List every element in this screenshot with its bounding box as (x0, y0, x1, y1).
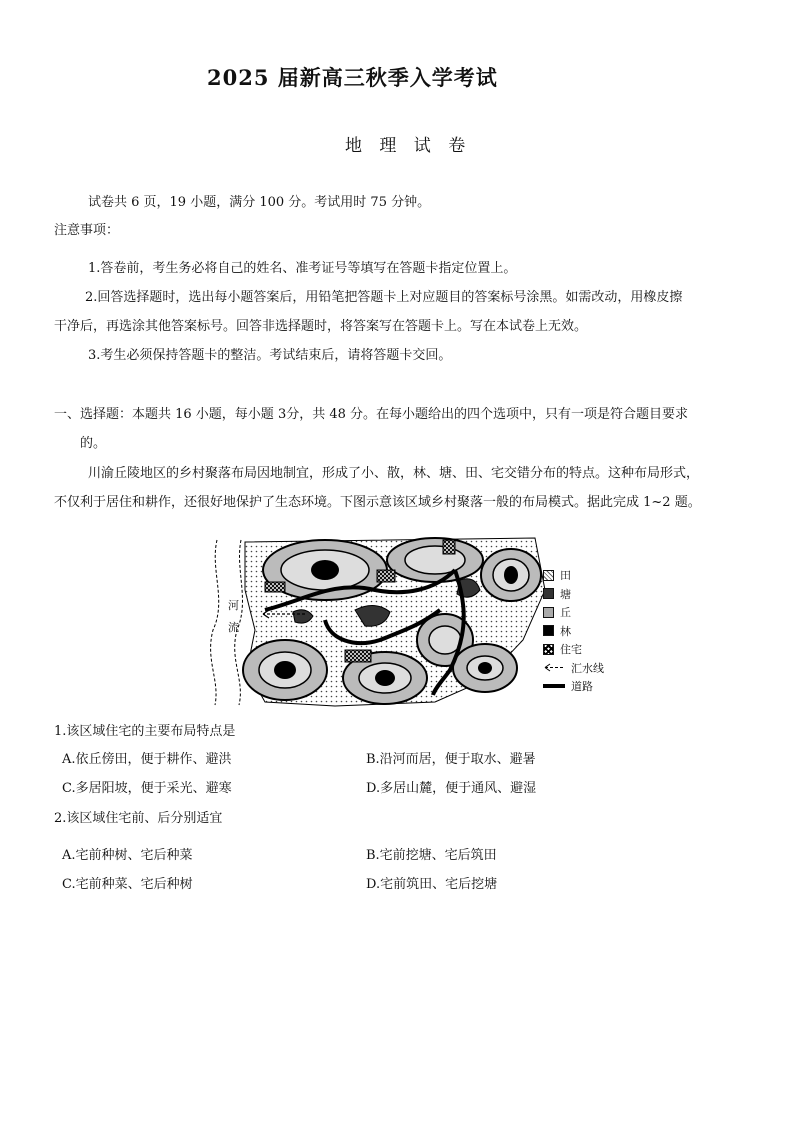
question-1-option-d[interactable]: D.多居山麓，便于通风、避湿 (366, 781, 537, 796)
thick-line-icon (543, 684, 565, 688)
passage-line-2: 不仅利于居住和耕作，还很好地保护了生态环境。下图示意该区域乡村聚落一般的布局模式。据此完成 1~2 题。 (54, 495, 701, 510)
question-2-option-d[interactable]: D.宅前筑田、宅后挖塘 (366, 877, 498, 892)
hill-fill-icon (543, 607, 554, 618)
section-heading-cont: 的。 (80, 436, 107, 451)
legend-item-pond: 塘 (543, 585, 604, 604)
notice-item-1: 1.答卷前，考生务必将自己的姓名、准考证号等填写在答题卡指定位置上。 (88, 261, 517, 276)
passage-line-1: 川渝丘陵地区的乡村聚落布局因地制宜，形成了小、散，林、塘、田、宅交错分布的特点。这种布局形式， (88, 466, 700, 481)
legend-item-house: 住宅 (543, 640, 604, 659)
field-pattern-icon (543, 570, 554, 581)
exam-title: 2025 届新高三秋季入学考试 (207, 65, 498, 90)
question-1-option-a[interactable]: A.依丘傍田，便于耕作、避洪 (62, 752, 232, 767)
exam-info: 试卷共 6 页，19 小题，满分 100 分。考试用时 75 分钟。 (88, 195, 431, 210)
question-1-stem: 1.该区域住宅的主要布局特点是 (54, 724, 236, 739)
legend-item-forest: 林 (543, 622, 604, 641)
river-label-char-1: 河 (228, 599, 239, 612)
question-2-option-c[interactable]: C.宅前种菜、宅后种树 (62, 877, 193, 892)
house-pattern-icon (543, 644, 554, 655)
question-2-stem: 2.该区域住宅前、后分别适宜 (54, 811, 223, 826)
forest-fill-icon (543, 625, 554, 636)
section-heading: 一、选择题：本题共 16 小题，每小题 3分，共 48 分。在每小题给出的四个选项中，只有一项是符合题目要求 (54, 407, 689, 422)
notice-item-2-cont: 干净后，再选涂其他答案标号。回答非选择题时，将答案写在答题卡上。写在本试卷上无效。 (54, 319, 588, 334)
dashed-arrow-icon (543, 662, 565, 673)
legend-item-field: 田 (543, 566, 604, 585)
question-2-option-b[interactable]: B.宅前挖塘、宅后筑田 (366, 848, 497, 863)
question-2-option-a[interactable]: A.宅前种树、宅后种菜 (62, 848, 193, 863)
pond-fill-icon (543, 588, 554, 599)
exam-subtitle: 地 理 试 卷 (345, 136, 472, 156)
question-1-option-b[interactable]: B.沿河而居，便于取水、避暑 (366, 752, 536, 767)
notice-item-2: 2.回答选择题时，选出每小题答案后，用铅笔把答题卡上对应题目的答案标号涂黑。如需改动，用橡皮擦 (85, 290, 683, 305)
question-1-option-c[interactable]: C.多居阳坡，便于采光、避寒 (62, 781, 232, 796)
notice-label: 注意事项： (54, 223, 120, 238)
legend-item-hill: 丘 (543, 603, 604, 622)
figure-legend (543, 566, 604, 696)
legend-item-road: 道路 (543, 677, 604, 696)
legend-item-drainage: 汇水线 (543, 659, 604, 678)
notice-item-3: 3.考生必须保持答题卡的整洁。考试结束后，请将答题卡交回。 (88, 348, 452, 363)
river-label-char-2: 流 (228, 621, 239, 634)
river-label (228, 595, 239, 639)
